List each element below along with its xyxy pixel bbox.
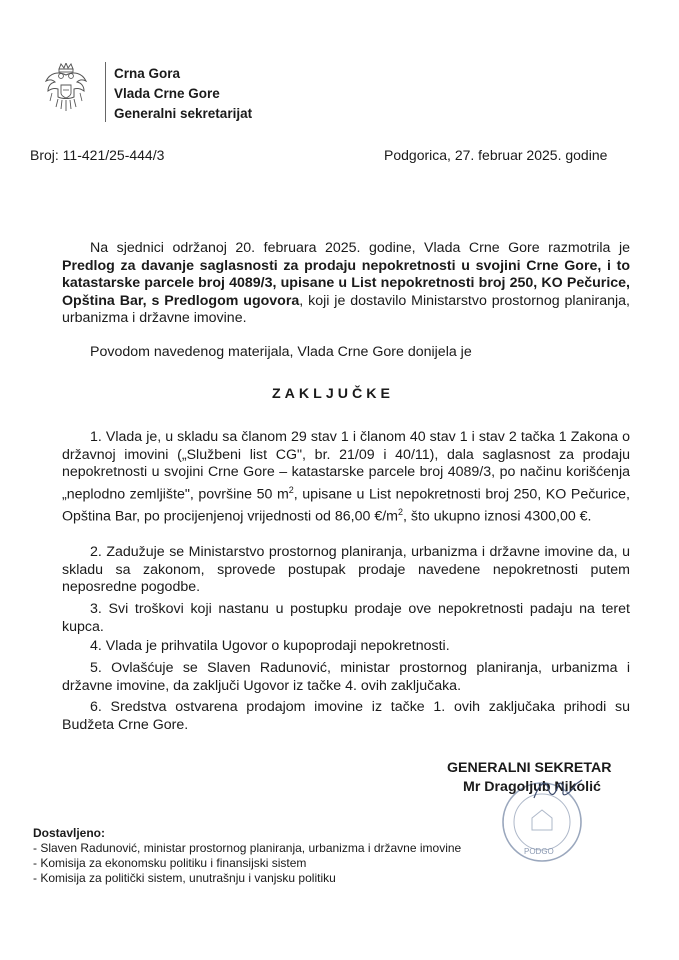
conclusion-1-part-b: , upisane u List nepokretnosti broj 250, KO Pečurice, Opština Bar, po procijenjenoj vrijednosti od 86,00 €/m (62, 486, 631, 525)
conclusion-6: 6. Sredstva ostvarena prodajom imovine iz tačke 1. ovih zaključaka prihodi su Budžeta Crne Gore. (62, 699, 630, 733)
signature-name: Mr Dragoljub Nikolić (463, 779, 601, 795)
m2-superscript: 2 (288, 484, 294, 495)
intro-end: , koji je dostavilo Ministarstvo prostornog planiranja, urbanizma i državne imovine. (62, 292, 630, 327)
m2-superscript: 2 (397, 507, 403, 518)
conclusion-1 (62, 429, 630, 526)
intro-start: Na sjednici održanoj 20. februara 2025. godine, Vlada Crne Gore razmotrila je (90, 240, 630, 256)
signature-title: GENERALNI SEKRETAR (447, 760, 612, 776)
stamp-text: PODGO (524, 847, 554, 856)
distribution-title: Dostavljeno: (33, 826, 106, 840)
distribution-item: - Komisija za ekonomsku politiku i finansijski sistem (33, 856, 307, 870)
distribution-item: - Komisija za politički sistem, unutrašnju i vanjsku politiku (33, 871, 336, 885)
header-divider (105, 62, 106, 122)
conclusion-2: 2. Zadužuje se Ministarstvo prostornog planiranja, urbanizma i državne imovine da, u skladu sa zakonom, sprovede postupak prodaje navedene nepokretnosti putem neposredne pogodbe. (62, 544, 630, 596)
conclusion-4: 4. Vlada je prihvatila Ugovor o kupoprodaji nepokretnosti. (90, 638, 450, 654)
handwritten-signature (530, 776, 590, 806)
conclusion-5: 5. Ovlašćuje se Slaven Radunović, ministar prostornog planiranja, urbanizma i državne imovine, da zaključi Ugovor iz tačke 4. ovih zaključaka. (62, 660, 630, 694)
coat-of-arms-icon (44, 63, 88, 115)
distribution-item: - Slaven Radunović, ministar prostornog planiranja, urbanizma i državne imovine (33, 841, 462, 855)
header-country: Crna Gora (114, 66, 181, 81)
intro-subject: Predlog za davanje saglasnosti za prodaju nepokretnosti u svojini Crne Gore, i to katastarske parcele broj 4089/3, upisane u List nepokretnosti broj 250, KO Pečurice, Opština Bar, s Predlogom ugovora (62, 257, 630, 309)
intro-decision: Povodom navedenog materijala, Vlada Crne Gore donijela je (90, 344, 472, 360)
place-date: Podgorica, 27. februar 2025. godine (384, 147, 608, 163)
header-office: Generalni sekretarijat (114, 106, 253, 121)
reference-number: Broj: 11-421/25-444/3 (30, 147, 165, 163)
conclusion-1-part-a: 1. Vlada je, u skladu sa članom 29 stav 1 i članom 40 stav 1 i stav 2 tačka 1 Zakona o državnoj imovini („Službeni list CG", br. 21/09 i 40/11), dala saglasnost za prodaju nepokretnosti u svojini Crne Gore – katastarske parcele broj 4089/3, po načinu korišćenja „neplodno zemljište", površine 50 m (62, 429, 630, 503)
intro-paragraph (62, 240, 630, 328)
conclusion-3: 3. Svi troškovi koji nastanu u postupku prodaje ove nepokretnosti padaju na teret kupca. (62, 601, 630, 635)
header-government: Vlada Crne Gore (114, 86, 220, 101)
conclusion-1-part-c: , što ukupno iznosi 4300,00 €. (402, 508, 592, 525)
conclusions-heading: ZAKLJUČKE (272, 386, 394, 402)
